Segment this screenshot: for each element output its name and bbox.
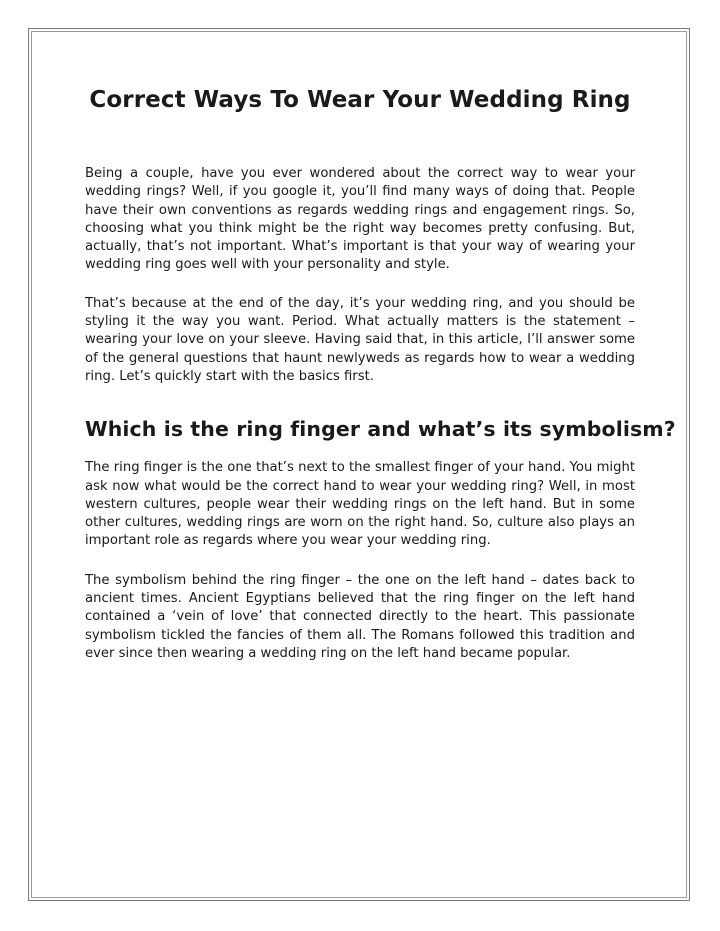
document-body — [85, 80, 676, 663]
section-paragraph-2: The symbolism behind the ring finger – the one on the left hand – dates back to ancient times. Ancient Egyptians believed that the ring finger on the left hand contained a ‘vein of love’ that connected directly to the heart. This passionate symbolism tickled the fancies of them all. The Romans followed this tradition and ever since then wearing a wedding ring on the left hand became popular. — [85, 572, 635, 661]
section-paragraph-1: The ring finger is the one that’s next to the smallest finger of your hand. You might ask now what would be the correct hand to wear your wedding ring? Well, in most western cultures, people wear their wedding rings on the left hand. But in some other cultures, wedding rings are worn on the right hand. So, culture also plays an important role as regards where you wear your wedding ring. — [85, 460, 635, 549]
intro-paragraph-1: Being a couple, have you ever wondered about the correct way to wear your wedding rings? Well, if you google it, you’ll find many ways of doing that. People have their own conventions as regards wedding rings and engagement rings. So, choosing what you think might be the right way becomes pretty confusing. But, actually, that’s not important. What’s important is that your way of wearing your wedding ring goes well with your personality and style. — [85, 166, 635, 273]
document-title: Correct Ways To Wear Your Wedding Ring — [89, 87, 631, 113]
intro-paragraph-2: That’s because at the end of the day, it’s your wedding ring, and you should be styling it the way you want. Period. What actually matters is the statement – wearing your love on your sleeve. Having said that, in this article, I’ll answer some of the general questions that haunt newlyweds as regards how to wear a wedding ring. Let’s quickly start with the basics first. — [85, 295, 635, 384]
section-heading: Which is the ring finger and what’s its symbolism? — [85, 417, 676, 442]
